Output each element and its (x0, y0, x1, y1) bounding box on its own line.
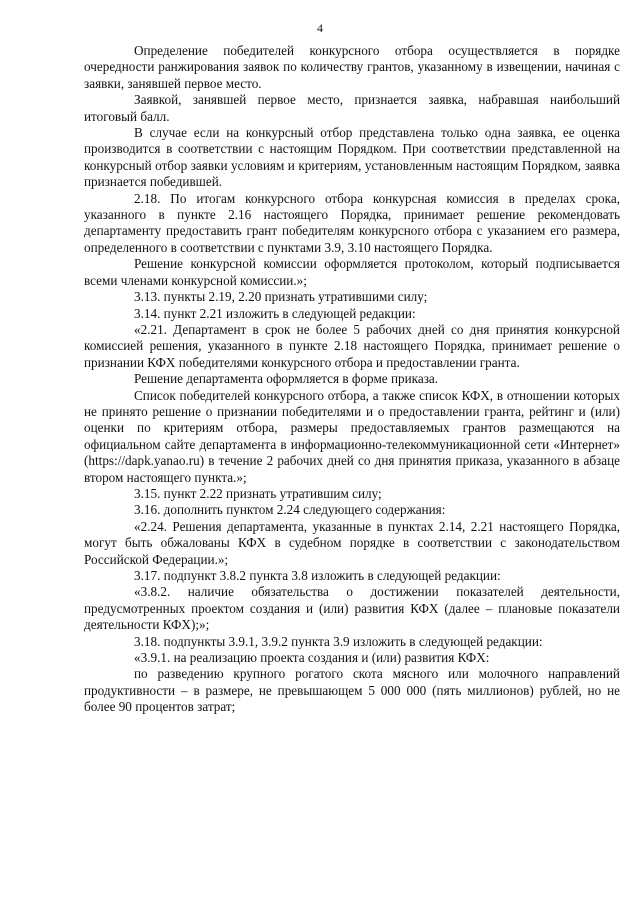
paragraph: 3.17. подпункт 3.8.2 пункта 3.8 изложить в следующей редакции: (134, 568, 501, 583)
paragraph: 3.15. пункт 2.22 признать утратившим силу; (134, 485, 382, 501)
paragraph: по разведению крупного рогатого скота мясного или молочного направлений продуктивности – в размере, не превышающем 5 000 000 (пять миллионов) рублей, но не более 90 процентов затрат; (84, 666, 620, 715)
paragraph: 3.16. дополнить пунктом 2.24 следующего содержания: (134, 502, 446, 518)
paragraph: 3.18. подпункты 3.9.1, 3.9.2 пункта 3.9 изложить в следующей редакции: (134, 633, 543, 649)
paragraph: «2.21. Департамент в срок не более 5 рабочих дней со дня принятия конкурсной комиссией решения, указанного в пункте 2.18 настоящего Порядка, принимает решение о признании КФХ победителями конкурсного отбора и предоставлении гранта. (84, 321, 620, 370)
paragraph: 3.13. пункты 2.19, 2.20 признать утратившими силу; (134, 289, 428, 305)
paragraph: 2.18. По итогам конкурсного отбора конкурсная комиссия в пределах срока, указанного в пункте 2.16 настоящего Порядка, принимает решение рекомендовать департаменту предоставить грант победителям конкурсного отбора с указанием его размера, определенного в соответствии с пунктами 3.9, 3.10 настоящего Порядка. (84, 190, 620, 255)
paragraph: Определение победителей конкурсного отбора осуществляется в порядке очередности ранжирования заявок по количеству грантов, указанному в извещении, начиная с заявки, занявшей первое место. (84, 43, 620, 91)
paragraph: «2.24. Решения департамента, указанные в пунктах 2.14, 2.21 настоящего Порядка, могут быть обжалованы КФХ в судебном порядке в соответствии с законодательством Российской Федерации.»; (84, 518, 620, 567)
document-body (84, 43, 620, 716)
paragraph: Решение департамента оформляется в форме приказа. (134, 371, 439, 387)
paragraph: Заявкой, занявшей первое место, признается заявка, набравшая наибольший итоговый балл. (84, 92, 620, 124)
paragraph: Список победителей конкурсного отбора, а также список КФХ, в отношении которых не принято решение о признании победителями и о предоставлении гранта, рейтинг и (или) оценки по критериям отбора, размеры предоставляемых грантов размещаются на официальном сайте департамента в информационно-телекоммуникационной сети «Интернет» (https://dapk.yanao.ru) в течение 2 рабочих дней со дня принятия приказа, указанного в абзаце втором настоящего пункта.»; (84, 387, 620, 485)
paragraph: В случае если на конкурсный отбор представлена только одна заявка, ее оценка производится в соответствии с настоящим Порядком. При соответствии представленной на конкурсный отбор заявки условиям и критериям, установленным настоящим Порядком, заявка признается победившей. (84, 125, 620, 190)
page-number: 4 (317, 21, 323, 35)
paragraph: «3.9.1. на реализацию проекта создания и (или) развития КФХ: (134, 650, 490, 666)
paragraph: 3.14. пункт 2.21 изложить в следующей редакции: (134, 305, 416, 321)
paragraph: «3.8.2. наличие обязательства о достижении показателей деятельности, предусмотренных проектом создания и (или) развития КФХ (далее – плановые показатели деятельности КФХ);»; (84, 584, 620, 633)
paragraph: Решение конкурсной комиссии оформляется протоколом, который подписывается всеми членами конкурсной комиссии.»; (84, 256, 620, 288)
